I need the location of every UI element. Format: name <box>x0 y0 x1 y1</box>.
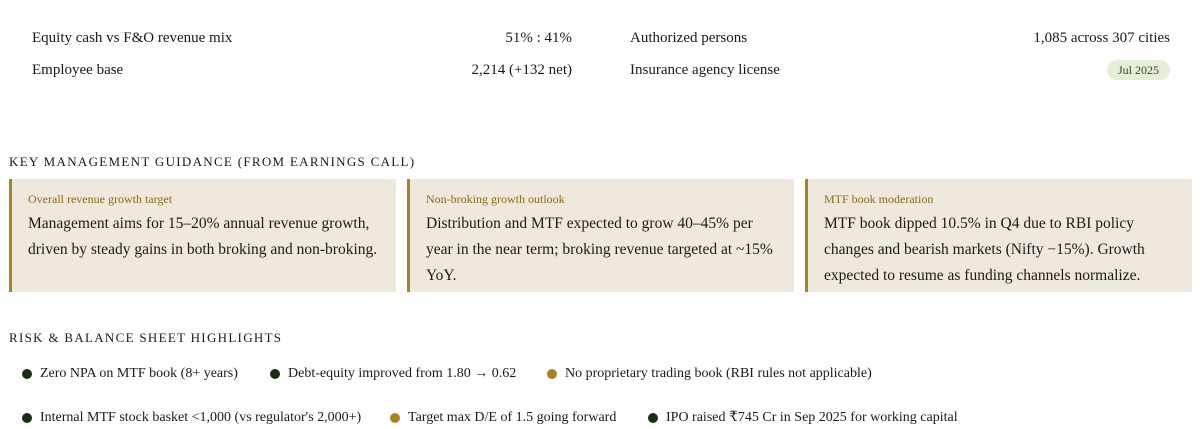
risk-highlights <box>22 362 1182 425</box>
risk-item <box>22 364 238 384</box>
bullet-dot-icon <box>648 413 658 423</box>
card-label: Overall revenue growth target <box>28 192 173 206</box>
stat-equity-mix <box>32 26 572 50</box>
guidance-card <box>407 179 794 292</box>
risk-item-text: IPO raised ₹745 Cr in Sep 2025 for working capital <box>666 410 958 425</box>
guidance-card <box>805 179 1192 292</box>
stat-employee-base <box>32 58 572 82</box>
bullet-dot-icon <box>270 369 280 379</box>
risk-item-text: No proprietary trading book (RBI rules not applicable) <box>565 366 872 381</box>
risk-item <box>390 408 616 428</box>
risk-section-title: RISK & BALANCE SHEET HIGHLIGHTS <box>9 330 283 345</box>
bullet-dot-icon <box>22 413 32 423</box>
risk-item-text: Debt-equity improved from 1.80 → 0.62 <box>288 366 517 381</box>
stat-value: 1,085 across 307 cities <box>1033 30 1170 46</box>
guidance-section-title: KEY MANAGEMENT GUIDANCE (FROM EARNINGS CALL) <box>9 154 416 169</box>
risk-item <box>648 408 958 428</box>
date-badge: Jul 2025 <box>1107 60 1170 80</box>
risk-item <box>547 364 872 384</box>
bullet-dot-icon <box>390 413 400 423</box>
bullet-dot-icon <box>22 369 32 379</box>
card-text: Management aims for 15–20% annual revenue growth, driven by steady gains in both broking and non-broking. <box>28 215 378 258</box>
card-label: MTF book moderation <box>824 192 934 206</box>
card-label: Non-broking growth outlook <box>426 192 565 206</box>
card-text: MTF book dipped 10.5% in Q4 due to RBI policy changes and bearish markets (Nifty −15%). Growth expected to resume as funding channels normalize. <box>824 215 1145 284</box>
risk-item-text: Target max D/E of 1.5 going forward <box>408 410 617 425</box>
stat-value: 51% : 41% <box>505 30 572 46</box>
guidance-cards <box>9 179 1192 292</box>
stat-insurance-license <box>630 58 1170 82</box>
guidance-card <box>9 179 396 292</box>
stat-authorized-persons <box>630 26 1170 50</box>
card-text: Distribution and MTF expected to grow 40–45% per year in the near term; broking revenue targeted at ~15% YoY. <box>426 215 773 284</box>
risk-item <box>22 408 361 428</box>
risk-item-text: Zero NPA on MTF book (8+ years) <box>40 366 238 381</box>
stat-label: Insurance agency license <box>630 62 780 78</box>
stat-value: 2,214 (+132 net) <box>471 62 572 78</box>
stat-label: Employee base <box>32 62 124 78</box>
bullet-dot-icon <box>547 369 557 379</box>
stat-label: Equity cash vs F&O revenue mix <box>32 30 233 46</box>
risk-item-text: Internal MTF stock basket <1,000 (vs regulator's 2,000+) <box>40 410 362 425</box>
stat-label: Authorized persons <box>630 30 748 46</box>
risk-item <box>270 364 516 384</box>
